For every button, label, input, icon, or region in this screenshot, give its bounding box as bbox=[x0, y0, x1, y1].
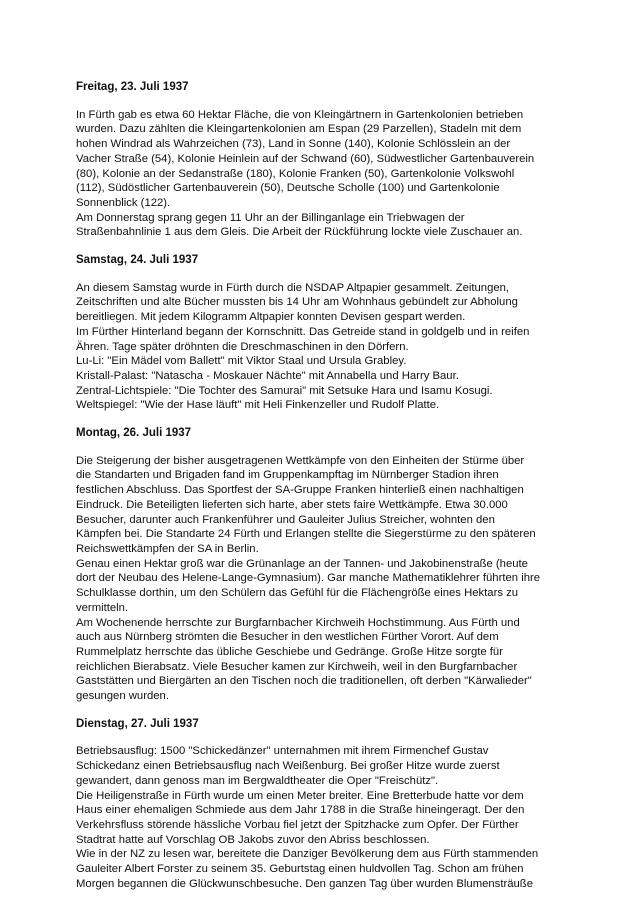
document-page bbox=[76, 80, 571, 904]
entry-date: Freitag, 23. Juli 1937 bbox=[76, 81, 189, 93]
text-line: dort der Neubau des Helene-Lange-Gymnasium). Gar manche Mathematiklehrer führten ihre bbox=[76, 572, 541, 585]
text-line: gesungen wurden. bbox=[76, 690, 169, 703]
text-line: Am Wochenende herrschte zur Burgfarnbacher Kirchweih Hochstimmung. Aus Fürth und bbox=[76, 616, 520, 629]
text-line: Haus einer ehemaligen Schmiede aus dem Jahr 1788 in die Straße hineingeragt. Der den bbox=[76, 804, 525, 817]
text-line: Stadtrat hatte auf Vorschlag OB Jakobs zuvor den Abriss beschlossen. bbox=[76, 833, 430, 846]
text-line: Besucher, darunter auch Frankenführer und Gauleiter Julius Streicher, wohnten den bbox=[76, 513, 495, 526]
text-line: Gauleiter Albert Forster zu seinem 35. Geburtstag einen huldvollen Tag. Schon am frühen bbox=[76, 863, 524, 876]
text-line: bereitliegen. Mit jedem Kilogramm Altpapier konnten Devisen gespart werden. bbox=[76, 311, 466, 324]
text-line: Wie in der NZ zu lesen war, bereitete die Danziger Bevölkerung dem aus Fürth stammenden bbox=[76, 848, 539, 861]
entry-freitag bbox=[76, 80, 571, 240]
text-line: Vacher Straße (54), Kolonie Heinlein auf der Schwand (60), Südwestlicher Gartenbauverein bbox=[76, 152, 535, 165]
text-line: Genau einen Hektar groß war die Grünanlage an der Tannen- und Jakobinenstraße (heute bbox=[76, 557, 528, 570]
text-line: Ähren. Tage später dröhnten die Dreschmaschinen in den Dörfern. bbox=[76, 340, 409, 353]
text-line: Reichswettkämpfen der SA in Berlin. bbox=[76, 542, 259, 555]
text-line: Straßenbahnlinie 1 aus dem Gleis. Die Arbeit der Rückführung lockte viele Zuschauer an. bbox=[76, 226, 523, 239]
text-line: Weltspiegel: "Wie der Hase läuft" mit Heli Finkenzeller und Rudolf Platte. bbox=[76, 399, 440, 412]
text-line: Schulklasse dorthin, um den Schülern das Gefühl für die Flächengröße eines Hektars zu bbox=[76, 587, 519, 600]
entry-date: Samstag, 24. Juli 1937 bbox=[76, 254, 199, 267]
entry-text bbox=[76, 281, 571, 413]
text-line: Am Donnerstag sprang gegen 11 Uhr an der Billinganlage ein Triebwagen der bbox=[76, 211, 465, 224]
text-line: hohen Windrad als Wahrzeichen (73), Land in Sonne (140), Kolonie Schlösslein an der bbox=[76, 138, 511, 151]
text-line: Gaststätten und Biergärten an den Tischen noch die traditionellen, oft derben "Kärwalieder" bbox=[76, 675, 532, 688]
text-line: Schickedanz einen Betriebsausflug nach Weißenburg. Bei großer Hitze wurde zuerst bbox=[76, 760, 500, 773]
text-line: Im Fürther Hinterland begann der Kornschnitt. Das Getreide stand in goldgelb und in reifen bbox=[76, 325, 530, 338]
entry-text bbox=[76, 454, 571, 704]
text-line: In Fürth gab es etwa 60 Hektar Fläche, die von Kleingärtnern in Gartenkolonien betrieben bbox=[76, 108, 524, 121]
entry-samstag bbox=[76, 253, 571, 413]
text-line: (80), Kolonie an der Sedanstraße (180), Kolonie Franken (50), Gartenkolonie Volkswohl bbox=[76, 167, 515, 180]
text-line: Die Heiligenstraße in Fürth wurde um einen Meter breiter. Eine Bretterbude hatte vor dem bbox=[76, 789, 524, 802]
text-line: wurden. Dazu zählten die Kleingartenkolonien am Espan (29 Parzellen), Stadeln mit dem bbox=[76, 123, 522, 136]
entry-date: Dienstag, 27. Juli 1937 bbox=[76, 717, 199, 730]
text-line: gewandert, dann genoss man im Bergwaldtheater die Oper "Freischütz". bbox=[76, 774, 439, 787]
entry-text bbox=[76, 744, 571, 891]
entry-text bbox=[76, 108, 571, 240]
entry-date: Montag, 26. Juli 1937 bbox=[76, 427, 192, 440]
text-line: Zeitschriften und alte Bücher mussten bis 14 Uhr am Wohnhaus gebündelt zur Abholung bbox=[76, 296, 518, 309]
text-line: auch aus Nürnberg strömten die Besucher in den westlichen Fürther Vorort. Auf dem bbox=[76, 631, 499, 644]
text-line: Die Steigerung der bisher ausgetragenen Wettkämpfe von den Einheiten der Stürme über bbox=[76, 454, 525, 467]
text-line: die Standarten und Brigaden fand im Gruppenkampftag im Nürnberger Stadion ihren bbox=[76, 469, 499, 482]
text-line: festlichen Abschluss. Das Sportfest der SA-Gruppe Franken hinterließ einen nachhaltigen bbox=[76, 484, 524, 497]
text-line: Zentral-Lichtspiele: "Die Tochter des Samurai" mit Setsuke Hara und Isamu Kosugi. bbox=[76, 384, 493, 397]
text-line: Kämpfen bei. Die Standarte 24 Fürth und Erlangen stellte die Siegerstürme zu den späteren bbox=[76, 528, 536, 541]
entry-montag bbox=[76, 426, 571, 704]
text-line: vermitteln. bbox=[76, 601, 129, 614]
text-line: Morgen begannen die Glückwunschbesuche. Den ganzen Tag über wurden Blumensträuße bbox=[76, 877, 533, 890]
text-line: Kristall-Palast: "Natascha - Moskauer Nächte" mit Annabella und Harry Baur. bbox=[76, 369, 459, 382]
text-line: An diesem Samstag wurde in Fürth durch die NSDAP Altpapier gesammelt. Zeitungen, bbox=[76, 281, 510, 294]
entry-dienstag bbox=[76, 717, 571, 892]
text-line: Eindruck. Die Beteiligten lieferten sich harte, aber stets faire Wettkämpfe. Etwa 30.000 bbox=[76, 498, 508, 511]
text-line: Verkehrsfluss störende hässliche Vorbau fiel jetzt der Spitzhacke zum Opfer. Der Fürther bbox=[76, 818, 519, 831]
text-line: Betriebsausflug: 1500 "Schickedänzer" unternahmen mit ihrem Firmenchef Gustav bbox=[76, 745, 489, 758]
text-line: Rummelplatz herrschte das übliche Geschiebe und Gedränge. Große Hitze sorgte für bbox=[76, 645, 503, 658]
text-line: (112), Südöstlicher Gartenbauverein (50), Deutsche Scholle (100) und Gartenkolonie bbox=[76, 182, 500, 195]
text-line: Lu-Li: "Ein Mädel vom Ballett" mit Viktor Staal und Ursula Grabley. bbox=[76, 355, 407, 368]
text-line: Sonnenblick (122). bbox=[76, 196, 171, 209]
text-line: reichlichen Bierabsatz. Viele Besucher kamen zur Kirchweih, weil in den Burgfarnbacher bbox=[76, 660, 518, 673]
